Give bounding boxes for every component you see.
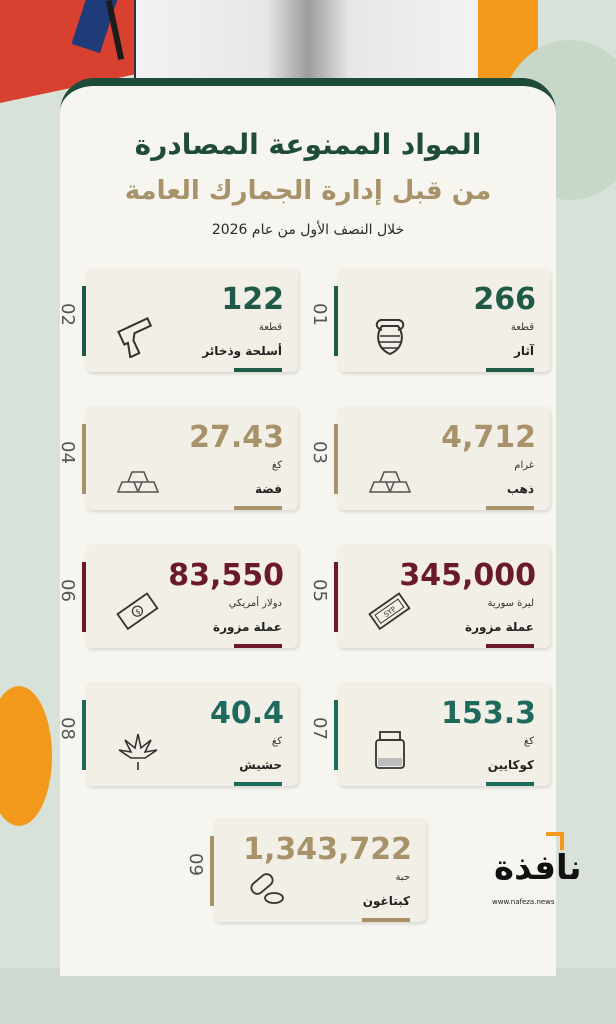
stat-card-cocaine bbox=[308, 682, 550, 786]
cannabis-leaf-icon bbox=[116, 728, 160, 772]
card-unit: قطعة bbox=[258, 322, 282, 333]
card-label: أسلحة وذخائر bbox=[202, 344, 282, 358]
card-unit: كغ bbox=[271, 736, 282, 747]
card-index: 04 bbox=[56, 441, 78, 464]
card-underline bbox=[486, 644, 534, 648]
card-value: 1,343,722 bbox=[243, 832, 412, 867]
card-value: 4,712 bbox=[441, 420, 536, 455]
background-photo bbox=[134, 0, 482, 80]
stat-card-counterfeit-usd bbox=[56, 544, 298, 648]
stat-card-counterfeit-syp bbox=[308, 544, 550, 648]
silver-bars-icon bbox=[116, 452, 160, 496]
card-index: 02 bbox=[56, 303, 78, 326]
card-index: 07 bbox=[308, 717, 330, 740]
card-index: 09 bbox=[184, 853, 206, 876]
stat-card-antiquities bbox=[308, 268, 550, 372]
card-accent-bar bbox=[82, 286, 86, 356]
decorative-orange-blob bbox=[0, 686, 52, 826]
card-index: 03 bbox=[308, 441, 330, 464]
pills-icon bbox=[244, 864, 288, 908]
page-title: المواد الممنوعة المصادرة bbox=[134, 128, 482, 161]
card-underline bbox=[234, 782, 282, 786]
card-accent-bar bbox=[82, 700, 86, 770]
card-underline bbox=[234, 644, 282, 648]
card-unit: كغ bbox=[271, 460, 282, 471]
card-underline bbox=[362, 918, 410, 922]
currency-label: $ bbox=[133, 607, 143, 617]
card-underline bbox=[486, 782, 534, 786]
card-value: 122 bbox=[221, 282, 284, 317]
period-text: خلال النصف الأول من عام 2026 bbox=[211, 222, 405, 238]
gold-bars-icon bbox=[368, 452, 412, 496]
card-label: عملة مزورة bbox=[465, 620, 534, 634]
card-index: 01 bbox=[308, 303, 330, 326]
card-index: 08 bbox=[56, 717, 78, 740]
brand-logo bbox=[492, 826, 582, 916]
pistol-icon bbox=[116, 314, 160, 358]
card-value: 153.3 bbox=[441, 696, 536, 731]
card-index: 06 bbox=[56, 579, 78, 602]
card-label: فضة bbox=[255, 482, 282, 496]
card-value: 83,550 bbox=[168, 558, 284, 593]
card-value: 266 bbox=[473, 282, 536, 317]
stat-card-weapons bbox=[56, 268, 298, 372]
stat-card-hashish bbox=[56, 682, 298, 786]
card-unit: كغ bbox=[523, 736, 534, 747]
stat-card-captagon bbox=[184, 818, 426, 922]
card-unit: دولار أمريكي bbox=[228, 598, 282, 609]
card-label: ذهب bbox=[506, 482, 534, 496]
card-label: عملة مزورة bbox=[213, 620, 282, 634]
card-accent-bar bbox=[334, 562, 338, 632]
card-accent-bar bbox=[334, 700, 338, 770]
card-label: كبتاغون bbox=[362, 894, 410, 908]
card-underline bbox=[234, 368, 282, 372]
card-unit: ليرة سورية bbox=[487, 598, 534, 609]
card-value: 27.43 bbox=[189, 420, 284, 455]
card-label: كوكايين bbox=[487, 758, 534, 772]
bottom-background bbox=[0, 968, 616, 1024]
card-unit: قطعة bbox=[510, 322, 534, 333]
logo-url: www.nafeza.news bbox=[492, 898, 555, 906]
page-subtitle: من قبل إدارة الجمارك العامة bbox=[124, 176, 492, 206]
card-underline bbox=[234, 506, 282, 510]
card-accent-bar bbox=[334, 286, 338, 356]
card-label: آثار bbox=[513, 344, 534, 358]
dollar-notes-icon bbox=[116, 590, 160, 634]
card-underline bbox=[486, 506, 534, 510]
stat-card-silver bbox=[56, 406, 298, 510]
card-label: حشيش bbox=[239, 758, 282, 772]
powder-jar-icon bbox=[368, 728, 412, 772]
stat-card-gold bbox=[308, 406, 550, 510]
currency-label: SYP bbox=[382, 605, 398, 619]
card-index: 05 bbox=[308, 579, 330, 602]
card-accent-bar bbox=[82, 562, 86, 632]
card-value: 345,000 bbox=[399, 558, 536, 593]
card-value: 40.4 bbox=[209, 696, 284, 731]
card-underline bbox=[486, 368, 534, 372]
card-accent-bar bbox=[210, 836, 214, 906]
card-accent-bar bbox=[82, 424, 86, 494]
card-accent-bar bbox=[334, 424, 338, 494]
card-unit: غرام bbox=[514, 460, 534, 471]
card-unit: حبة bbox=[395, 872, 410, 883]
banknotes-icon bbox=[368, 590, 412, 634]
amphora-icon bbox=[368, 314, 412, 358]
logo-text: نافذة bbox=[494, 848, 582, 888]
